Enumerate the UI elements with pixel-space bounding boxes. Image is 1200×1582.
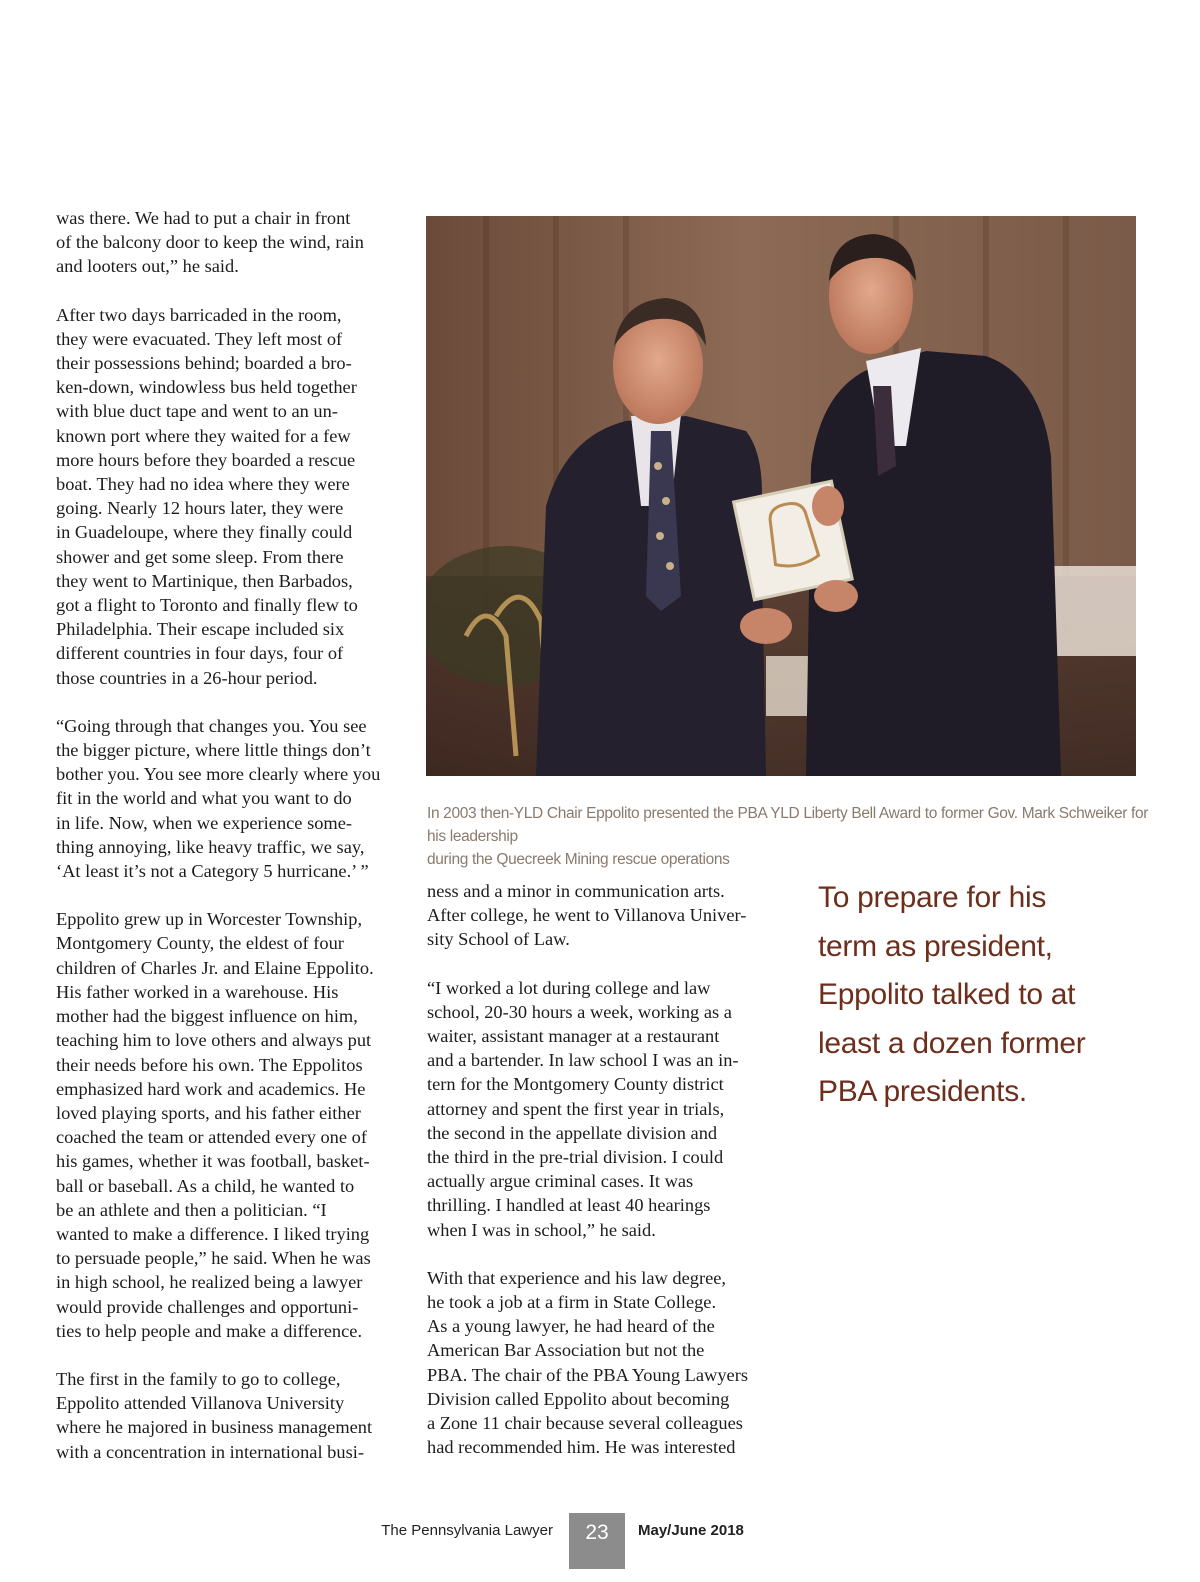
article-paragraph: With that experience and his law degree, he took a job at a firm in State College. As a young lawyer, he had heard of the American Bar Association but not the PBA. The chair of the PBA Young Lawyers Division called Eppolito about becoming a Zone 11 chair because several colleagues had recommended him. He was interested [427,1267,748,1458]
article-paragraph: Eppolito grew up in Worcester Township, Montgomery County, the eldest of four children of Charles Jr. and Elaine Eppolito. His father worked in a warehouse. His mother had the biggest influence on him, teaching him to love others and always put their needs before his own. The Eppolitos emphasized hard work and academics. He loved playing sports, and his father either coached the team or attended every one of his games, whether it was football, basket- ball or baseball. As a child, he wanted to be an athlete and then a politician. “I wanted to make a difference. I liked trying to persuade people,” he said. When he was in high school, he realized being a lawyer would provide challenges and opportuni- ties to help people and make a difference. [56,909,374,1341]
article-paragraph: “I worked a lot during college and law school, 20-30 hours a week, working as a waiter, assistant manager at a restaurant and a bartender. In law school I was an in- tern for the Montgomery County district attorney and spent the first year in trials, the second in the appellate division and the third in the pre-trial division. I could actually argue criminal cases. It was thrilling. I handled at least 40 hearings when I was in school,” he said. [427,977,739,1240]
article-paragraph: ness and a minor in communication arts. After college, he went to Villanova Univer- sity School of Law. [427,881,747,950]
article-paragraph: “Going through that changes you. You see the bigger picture, where little things don’t bother you. You see more clearly where you fit in the world and what you want to do in life. Now, when we experience some- thing annoying, like heavy traffic, we say, ‘At least it’s not a Category 5 hurricane.’ ” [56,715,381,882]
article-paragraph: After two days barricaded in the room, they were evacuated. They left most of their possessions behind; boarded a bro- ken-down, windowless bus held together with blue duct tape and went to an un- known port where they waited for a few more hours before they boarded a rescue boat. They had no idea where they were going. Nearly 12 hours later, they were in Guadeloupe, where they finally could shower and get some sleep. From there they went to Martinique, then Barbados, got a flight to Toronto and finally flew to Philadelphia. Their escape included six different countries in four days, four of those countries in a 26-hour period. [56,304,358,688]
publication-name: The Pennsylvania Lawyer [381,1522,553,1539]
photo-caption: In 2003 then-YLD Chair Eppolito presented the PBA YLD Liberty Bell Award to former Gov. Mark Schweiker for his leadership during the Quecreek Mining rescue operations [427,805,1149,868]
article-paragraph: The first in the family to go to college, Eppolito attended Villanova University where he majored in business management with a concentration in international busi- [56,1368,373,1462]
award-photo [426,216,1136,776]
page-number-box [569,1513,625,1569]
article-column-left [56,206,406,1488]
article-paragraph: was there. We had to put a chair in front of the balcony door to keep the wind, rain and looters out,” he said. [56,208,364,277]
issue-date: May/June 2018 [638,1522,744,1539]
page-footer [0,1513,1200,1569]
pull-quote: To prepare for his term as president, Eppolito talked to at least a dozen former PBA presidents. [818,881,1086,1109]
page-number: 23 [585,1521,609,1544]
article-column-middle [427,879,777,1483]
